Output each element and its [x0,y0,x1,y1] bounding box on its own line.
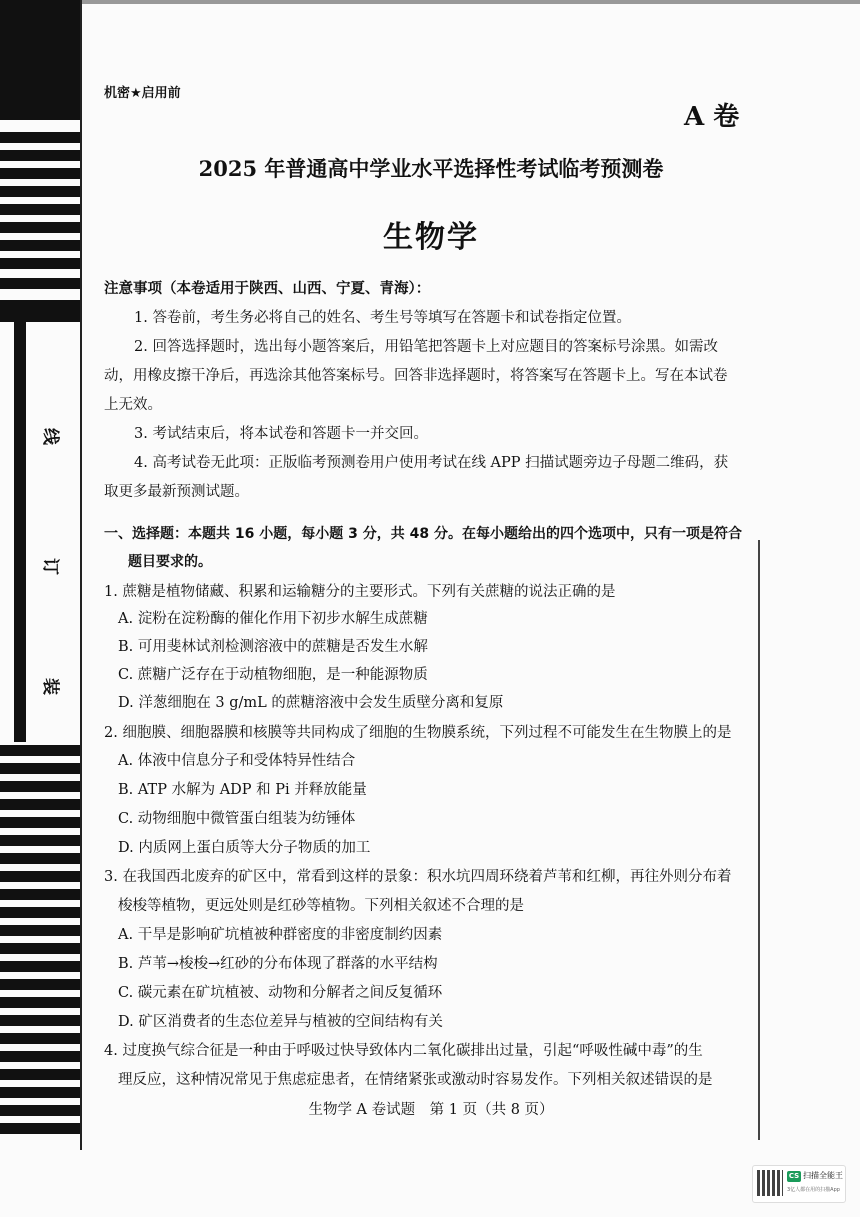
binding-bar [0,1051,80,1062]
binding-spine [14,322,26,742]
exam-title: 2025 年普通高中学业水平选择性考试临考预测卷 [198,156,664,181]
binding-bar [0,258,80,269]
page-footer: 生物学 A 卷试题 第 1 页（共 8 页） [308,1102,554,1118]
q3-stem-line-1: 3. 在我国西北废弃的矿区中，常看到这样的景象：积水坑四周环绕着芦苇和红柳，再往外则分布着 [104,869,732,885]
qr-code-icon [757,1170,783,1196]
binding-bar [0,1069,80,1080]
binding-bar [0,1015,80,1026]
notice-item-2-line-3: 上无效。 [104,397,162,413]
binding-bar [0,1105,80,1116]
binding-bar [0,853,80,864]
q1-option-a: A. 淀粉在淀粉酶的催化作用下初步水解生成蔗糖 [118,611,428,627]
top-border [82,0,860,4]
binding-bar [0,132,80,143]
q2-option-b: B. ATP 水解为 ADP 和 Pi 并释放能量 [118,782,367,798]
notice-item-4-line-2: 取更多最新预测试题。 [104,484,249,500]
right-margin-line [758,540,760,1140]
camscanner-logo-icon: CS [788,1172,800,1180]
binding-bar [0,943,80,954]
binding-bar [0,186,80,197]
binding-bar [0,997,80,1008]
binding-bar [0,763,80,774]
binding-bar [0,240,80,251]
q3-option-b: B. 芦苇→梭梭→红砂的分布体现了群落的水平结构 [118,956,438,972]
binding-label-bind: 装 [40,678,60,695]
q1-option-d: D. 洋葱细胞在 3 g/mL 的蔗糖溶液中会发生质壁分离和复原 [118,695,504,711]
watermark-subtitle: 3亿人都在用的扫描App [787,1187,840,1193]
binding-label-line: 线 [40,428,60,445]
watermark-brand: 扫描全能王 [803,1171,843,1180]
binding-bar [0,278,80,289]
binding-bar [0,907,80,918]
binding-bar [0,204,80,215]
notice-item-2-line-2: 动，用橡皮擦干净后，再选涂其他答案标号。回答非选择题时，将答案写在答题卡上。写在本试卷 [104,368,728,384]
q2-option-d: D. 内质网上蛋白质等大分子物质的加工 [118,840,371,856]
binding-bar [0,745,80,756]
section-heading: 一、选择题：本题共 16 小题，每小题 3 分，共 48 分。在每小题给出的四个选项中，只有一项是符合 [104,526,742,542]
q3-option-c: C. 碳元素在矿坑植被、动物和分解者之间反复循环 [118,985,443,1001]
binding-bar [0,799,80,810]
binding-bar [0,168,80,179]
binding-bar [0,979,80,990]
binding-bar [0,222,80,233]
q2-option-a: A. 体液中信息分子和受体特异性结合 [118,753,356,769]
binding-bar [0,1033,80,1044]
notice-item-3: 3. 考试结束后，将本试卷和答题卡一并交回。 [134,426,428,442]
notice-item-4-line-1: 4. 高考试卷无此项：正版临考预测卷用户使用考试在线 APP 扫描试题旁边子母题二维码，获 [134,455,729,471]
q3-stem-line-2: 梭梭等植物，更远处则是红砂等植物。下列相关叙述不合理的是 [118,898,524,914]
confidential-mark: 机密★启用前 [104,86,181,101]
q1-option-b: B. 可用斐林试剂检测溶液中的蔗糖是否发生水解 [118,639,428,655]
q4-stem-line-2: 理反应，这种情况常见于焦虑症患者，在情绪紧张或激动时容易发作。下列相关叙述错误的是 [118,1072,713,1088]
scanner-watermark [752,1165,846,1203]
q2-stem: 2. 细胞膜、细胞器膜和核膜等共同构成了细胞的生物膜系统，下列过程不可能发生在生物膜上的是 [104,725,732,741]
binding-margin [0,0,88,1150]
q1-stem: 1. 蔗糖是植物储藏、积累和运输糖分的主要形式。下列有关蔗糖的说法正确的是 [104,584,616,600]
section-heading-line-2: 题目要求的。 [128,554,212,570]
notice-item-1: 1. 答卷前，考生务必将自己的姓名、考生号等填写在答题卡和试卷指定位置。 [134,310,631,326]
binding-black-block [0,0,80,120]
binding-bar [0,300,80,322]
binding-bar [0,925,80,936]
binding-bar [0,781,80,792]
notice-item-2-line-1: 2. 回答选择题时，选出每小题答案后，用铅笔把答题卡上对应题目的答案标号涂黑。如需改 [134,339,718,355]
binding-bar [0,961,80,972]
binding-bar [0,1087,80,1098]
binding-bar [0,835,80,846]
subject-title: 生物学 [383,220,479,255]
binding-bar [0,150,80,161]
q3-option-d: D. 矿区消费者的生态位差异与植被的空间结构有关 [118,1014,443,1030]
q2-option-c: C. 动物细胞中微管蛋白组装为纺锤体 [118,811,356,827]
binding-bar [0,1123,80,1134]
q1-option-c: C. 蔗糖广泛存在于动植物细胞，是一种能源物质 [118,667,428,683]
binding-bar [0,817,80,828]
q3-option-a: A. 干旱是影响矿坑植被种群密度的非密度制约因素 [118,927,443,943]
binding-bar [0,871,80,882]
q4-stem-line-1: 4. 过度换气综合征是一种由于呼吸过快导致体内二氧化碳排出过量，引起“呼吸性碱中毒”的生 [104,1043,703,1059]
binding-bar [0,889,80,900]
binding-label-staple: 订 [40,558,60,575]
notice-heading: 注意事项（本卷适用于陕西、山西、宁夏、青海）： [104,281,431,297]
paper-version: A 卷 [684,102,740,132]
